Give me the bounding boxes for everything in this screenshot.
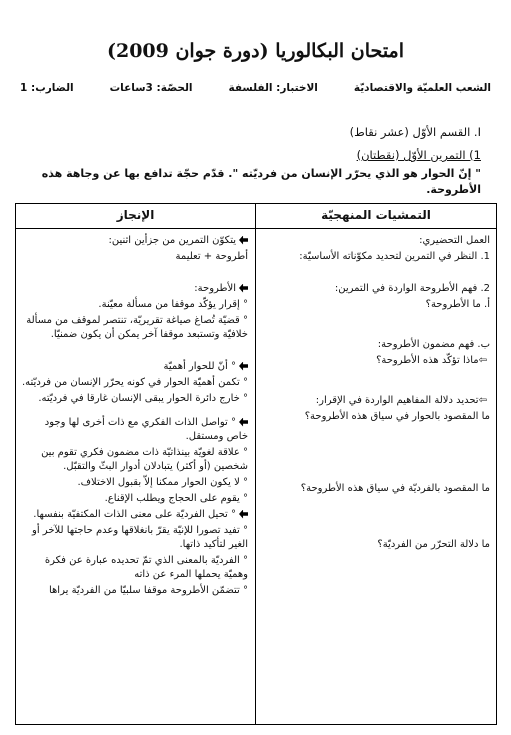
individuality-bullet-4: ° تتضمّن الأطروحة موقفا سلبيّا من الفرديّة يراها	[48, 585, 248, 596]
importance-bullet-2: ° خارج دائرة الحوار يبقى الإنسان غارقا في فرديّته.	[38, 393, 248, 404]
step-2b-title: ب. فهم مضمون الأطروحة:	[377, 339, 490, 350]
parts-list: أطروحة + تعليمة	[175, 251, 248, 262]
exercise-question: " إنّ الحوار هو الذي يحرّر الإنسان من فرديّته ". قدّم حجّة تدافع بها عن وجاهة هذه الأطروحة.	[41, 167, 481, 196]
dialogue-bullet-4: ° يقوم على الحجاج ويطلب الإقناع.	[104, 493, 248, 504]
concepts-step: ⇦تحديد دلالة المفاهيم الواردة في الإقرار:	[315, 395, 487, 406]
step-2b-question: ⇦ماذا تؤكّد هذه الأطروحة؟	[376, 355, 487, 366]
subject-label: الاختبار: الفلسفة	[228, 82, 318, 94]
coefficient-label: الضارب: 1	[20, 82, 74, 94]
arrow-icon: ⇦	[478, 355, 487, 366]
pointer-icon	[239, 236, 248, 245]
importance-text: ° أنّ للحوار أهميّة	[22, 360, 248, 374]
exam-title: امتحان البكالوريا (دورة جوان 2009)	[106, 40, 405, 62]
importance-bullet-1: ° تكمن أهميّة الحوار في كونه يحرّر الإنسان من فرديّته.	[22, 377, 248, 388]
dialogue-bullet-2: ° علاقة لغويّة بينذاتيّة ذات مضمون فكري تقوم بين شخصين (أو أكثر) يتبادلان أدوار البثّ والتقبّل.	[41, 447, 248, 472]
thesis-bullet-1: ° إقرار يؤكّد موقفا من مسألة معيّنة.	[98, 299, 248, 310]
methodology-column	[260, 234, 490, 554]
dialogue-bullet-1: ° تواصل الذات الفكري مع ذات أخرى لها وجود خاص ومستقل.	[44, 417, 248, 442]
header-rule	[16, 228, 496, 229]
individuality-bullet-3: ° الفرديّة بالمعنى الذي تمّ تحديده عبارة عن فكرة وهميّة يحملها المرء عن ذاته	[44, 555, 248, 580]
step-2: 2. فهم الأطروحة الواردة في التمرين:	[334, 283, 490, 294]
pointer-icon	[239, 510, 248, 519]
prep-label: العمل التحضيري:	[419, 235, 490, 246]
question-individuality: ما المقصود بالفرديّة في سياق هذه الأطروحة؟	[300, 483, 490, 494]
dialogue-bullet-3: ° لا يكون الحوار ممكنا إلاّ بقبول الاختلاف.	[77, 477, 248, 488]
step-2a: أ. ما الأطروحة؟	[425, 299, 490, 310]
pointer-icon	[239, 362, 248, 371]
step-1: 1. النظر في التمرين لتحديد مكوّناته الأساسيّة:	[299, 251, 490, 262]
pointer-icon	[239, 284, 248, 293]
individuality-bullet-1: ° تحيل الفرديّة على معنى الذات المكتفيّة بنفسها.	[22, 508, 248, 522]
duration-label: الحصّة: 3ساعات	[109, 82, 193, 94]
question-liberation: ما دلالة التحرّر من الفرديّة؟	[377, 539, 490, 550]
question-dialogue: ما المقصود بالحوار في سياق هذه الأطروحة؟	[304, 411, 490, 422]
methodology-header: التمشيات المنهجيّة	[321, 208, 431, 222]
arrow-icon: ⇦	[478, 395, 487, 406]
answer-table	[15, 203, 497, 725]
exam-meta	[20, 82, 491, 94]
thesis-bullet-2: ° قضيّة تُصاغ صياغة تقريريّة، تنتصر لموقف من مسألة خلافيّة وتستبعد موقفا آخر يمكن أن يكون ضمنيّا.	[26, 315, 248, 340]
parts-text: يتكوّن التمرين من جزأين اثنين:	[22, 234, 248, 248]
column-divider	[255, 204, 256, 724]
stream-label: الشعب العلميّة والاقتصاديّة	[353, 82, 491, 94]
achievement-column	[22, 234, 248, 600]
section-heading: I. القسم الأوّل (عشر نقاط)	[349, 125, 481, 139]
individuality-bullet-2: ° تفيد تصورا للإنيّة يقرّ بانغلاقها وعدم حاجتها للآخر أو الغير لتأكيد ذاتها.	[32, 525, 248, 550]
pointer-icon	[239, 418, 248, 427]
achievement-header: الإنجاز	[116, 208, 155, 222]
thesis-label: الأطروحة:	[22, 282, 248, 296]
exercise-heading: 1) التمرين الأوّل (نقطتان)	[356, 148, 481, 162]
